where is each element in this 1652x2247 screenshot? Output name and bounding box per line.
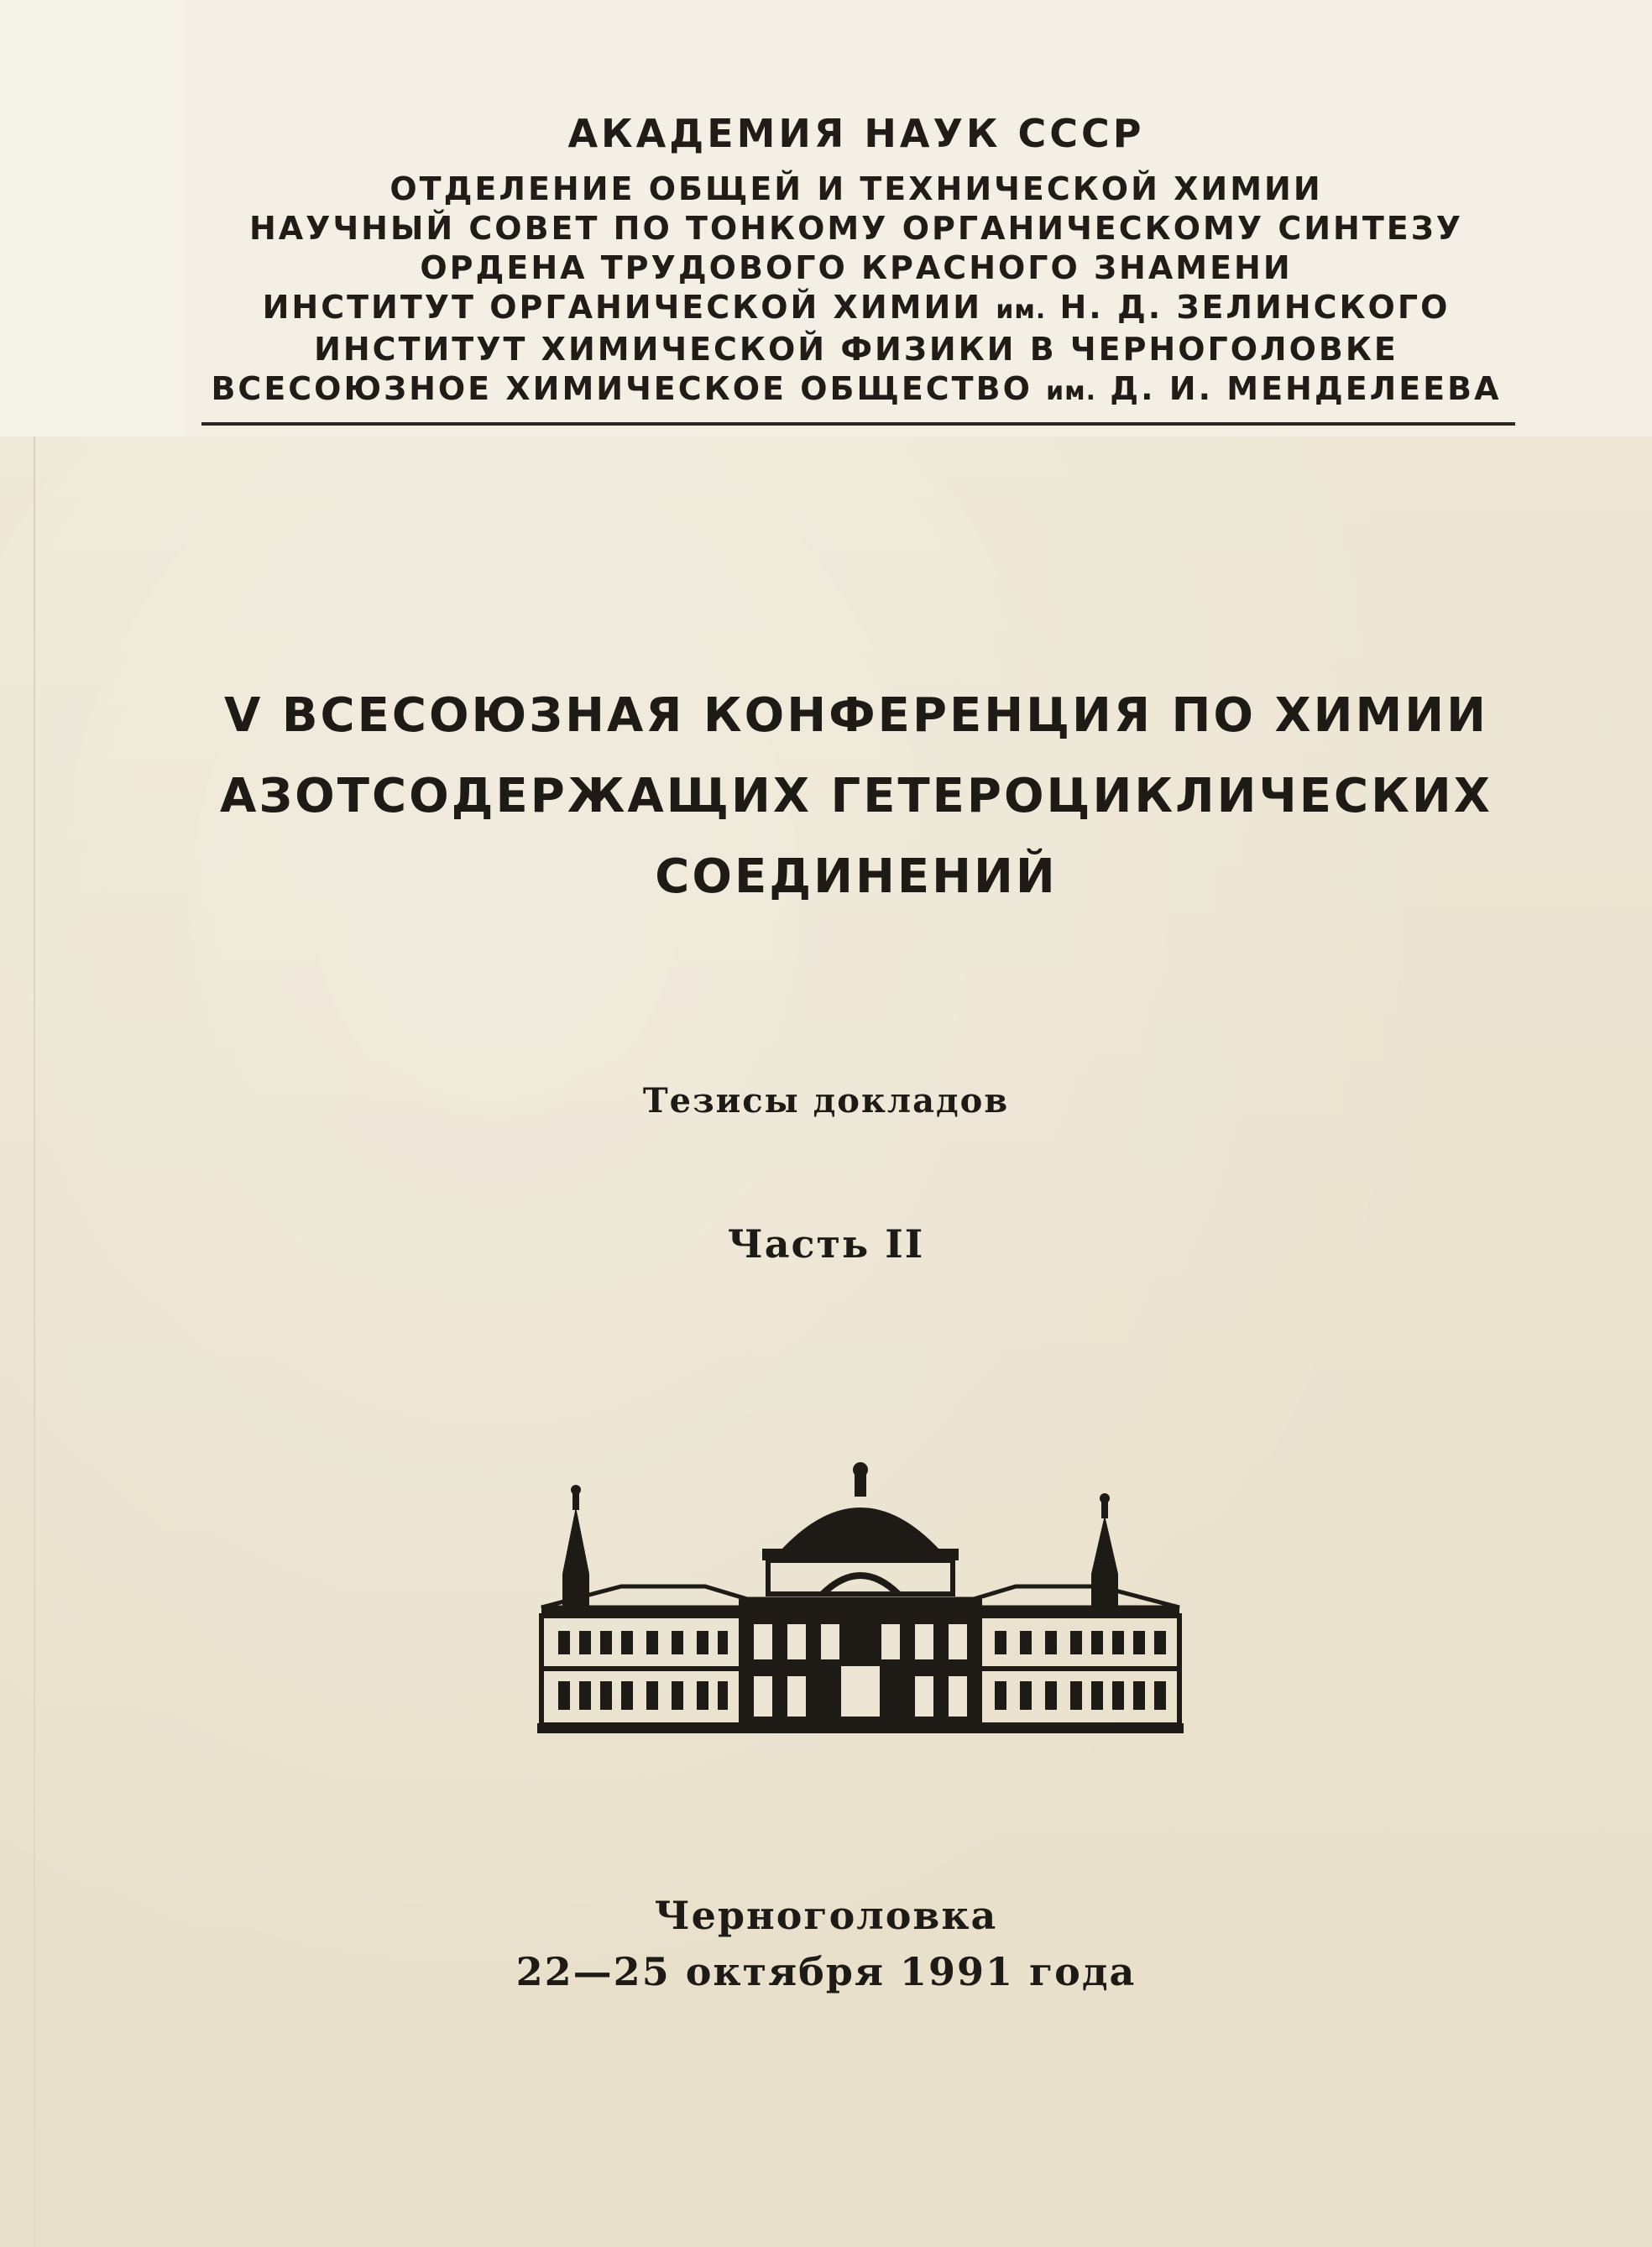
- header-line-mendeleev-society-im: им.: [1046, 377, 1097, 406]
- header-line-mendeleev-society: [193, 369, 1519, 411]
- scan-top-band-side: [0, 0, 185, 436]
- publisher-header: [193, 109, 1519, 411]
- header-line-zelinsky-institute-a: ИНСТИТУТ ОРГАНИЧЕСКОЙ ХИМИИ: [262, 289, 983, 326]
- header-line-zelinsky-institute: [193, 288, 1519, 330]
- header-divider: [201, 422, 1515, 426]
- academy-name: АКАДЕМИЯ НАУК СССР: [567, 111, 1145, 156]
- theses-label: Тезисы докладов: [642, 1081, 1010, 1121]
- header-line-department: ОТДЕЛЕНИЕ ОБЩЕЙ И ТЕХНИЧЕСКОЙ ХИМИИ: [389, 170, 1323, 207]
- conference-dates: 22—25 октября 1991 года: [515, 1949, 1137, 1994]
- header-line-zelinsky-institute-c: Н. Д. ЗЕЛИНСКОГО: [1059, 289, 1451, 326]
- header-line-chemphys-institute: ИНСТИТУТ ХИМИЧЕСКОЙ ФИЗИКИ В ЧЕРНОГОЛОВКЕ: [314, 331, 1398, 368]
- header-line-council: НАУЧНЫЙ СОВЕТ ПО ТОНКОМУ ОРГАНИЧЕСКОМУ СИНТЕЗУ: [248, 210, 1464, 247]
- header-line-zelinsky-institute-im: им.: [996, 295, 1047, 325]
- part-label: Часть II: [727, 1221, 925, 1267]
- header-line-mendeleev-society-a: ВСЕСОЮЗНОЕ ХИМИЧЕСКОЕ ОБЩЕСТВО: [211, 370, 1032, 407]
- building-emblem-icon: [529, 1456, 1192, 1742]
- publication-city: Черноголовка: [654, 1893, 998, 1938]
- conference-title-line-1: V ВСЕСОЮЗНАЯ КОНФЕРЕНЦИЯ ПО ХИМИИ: [223, 688, 1489, 743]
- conference-title-line-3: СОЕДИНЕНИЙ: [655, 849, 1058, 904]
- header-line-mendeleev-society-c: Д. И. МЕНДЕЛЕЕВА: [1110, 370, 1502, 407]
- conference-title: [159, 676, 1553, 917]
- header-line-order: ОРДЕНА ТРУДОВОГО КРАСНОГО ЗНАМЕНИ: [420, 249, 1293, 286]
- conference-title-line-2: АЗОТСОДЕРЖАЩИХ ГЕТЕРОЦИКЛИЧЕСКИХ: [220, 769, 1493, 823]
